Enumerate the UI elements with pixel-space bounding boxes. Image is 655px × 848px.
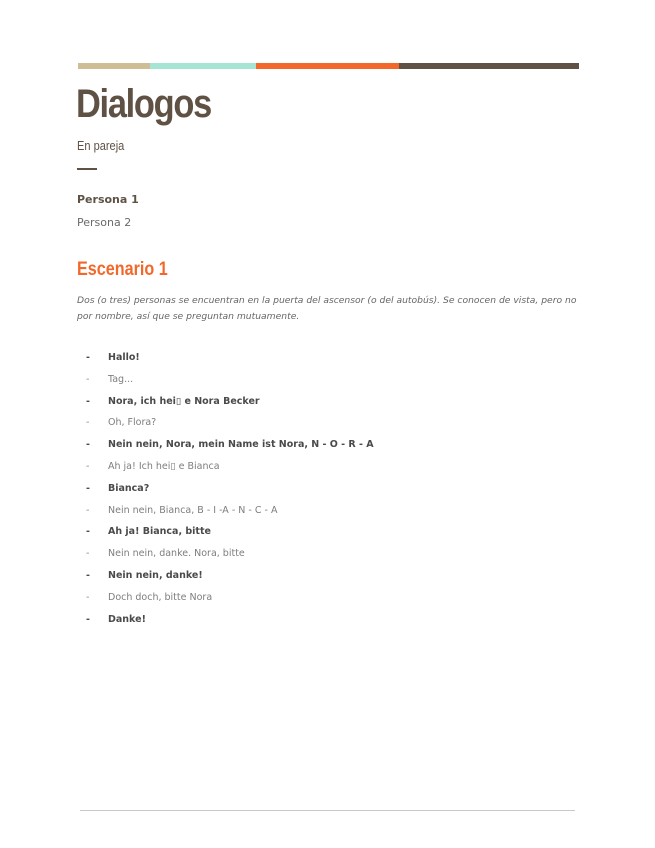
dialog-line [86, 439, 374, 461]
dialog-line [86, 614, 374, 636]
subtitle-divider [77, 168, 97, 170]
color-bar-segment-tan [78, 63, 150, 69]
bullet-dash: - [86, 504, 90, 516]
dialog-line [86, 396, 374, 418]
decorative-color-bar [78, 63, 579, 69]
persona-1-label: Persona 1 [77, 193, 139, 206]
dialog-line-text: Tag... [108, 373, 134, 385]
document-title: Dialogos [76, 82, 211, 126]
dialog-line-text: Nein nein, danke! [108, 569, 203, 581]
dialog-line-text: Nein nein, Bianca, B - I -A - N - C - A [108, 504, 278, 516]
bullet-dash: - [86, 613, 90, 625]
dialog-line [86, 483, 374, 505]
dialog-line-text: Hallo! [108, 352, 140, 363]
bullet-dash: - [86, 417, 90, 429]
bullet-dash: - [86, 460, 90, 472]
scenario-heading: Escenario 1 [77, 259, 168, 280]
bullet-dash: - [86, 591, 90, 603]
dialog-line-text: Oh, Flora? [108, 417, 157, 429]
dialog-line [86, 548, 374, 570]
bullet-dash: - [86, 352, 90, 363]
dialog-line-text: Doch doch, bitte Nora [108, 591, 213, 603]
dialog-list [86, 352, 374, 635]
color-bar-segment-brown [399, 63, 579, 69]
persona-2-label: Persona 2 [77, 216, 132, 229]
dialog-line [86, 417, 374, 439]
dialog-line [86, 352, 374, 374]
dialog-line [86, 461, 374, 483]
dialog-line-text: Nein nein, danke. Nora, bitte [108, 548, 245, 560]
bullet-dash: - [86, 548, 90, 560]
bullet-dash: - [86, 526, 90, 538]
color-bar-segment-orange [256, 63, 399, 69]
dialog-line-text: Nora, ich hei▯ e Nora Becker [108, 395, 260, 407]
dialog-line-text: Danke! [108, 613, 146, 625]
dialog-line-text: Bianca? [108, 482, 150, 494]
dialog-line-text: Nein nein, Nora, mein Name ist Nora, N - O - R - A [108, 439, 374, 451]
dialog-line [86, 505, 374, 527]
footer-divider [80, 810, 575, 811]
dialog-line [86, 374, 374, 396]
dialog-line [86, 592, 374, 614]
dialog-line-text: Ah ja! Ich hei▯ e Bianca [108, 460, 220, 472]
scenario-description: Dos (o tres) personas se encuentran en la puerta del ascensor (o del autobús). Se conocen de vista, pero no por nombre, así que se preguntan mutuamente. [77, 295, 577, 322]
bullet-dash: - [86, 439, 90, 451]
bullet-dash: - [86, 482, 90, 494]
document-subtitle: En pareja [77, 138, 125, 153]
dialog-line [86, 570, 374, 592]
color-bar-segment-mint [150, 63, 256, 69]
bullet-dash: - [86, 395, 90, 407]
dialog-line [86, 526, 374, 548]
bullet-dash: - [86, 569, 90, 581]
bullet-dash: - [86, 373, 90, 385]
dialog-line-text: Ah ja! Bianca, bitte [108, 526, 211, 538]
